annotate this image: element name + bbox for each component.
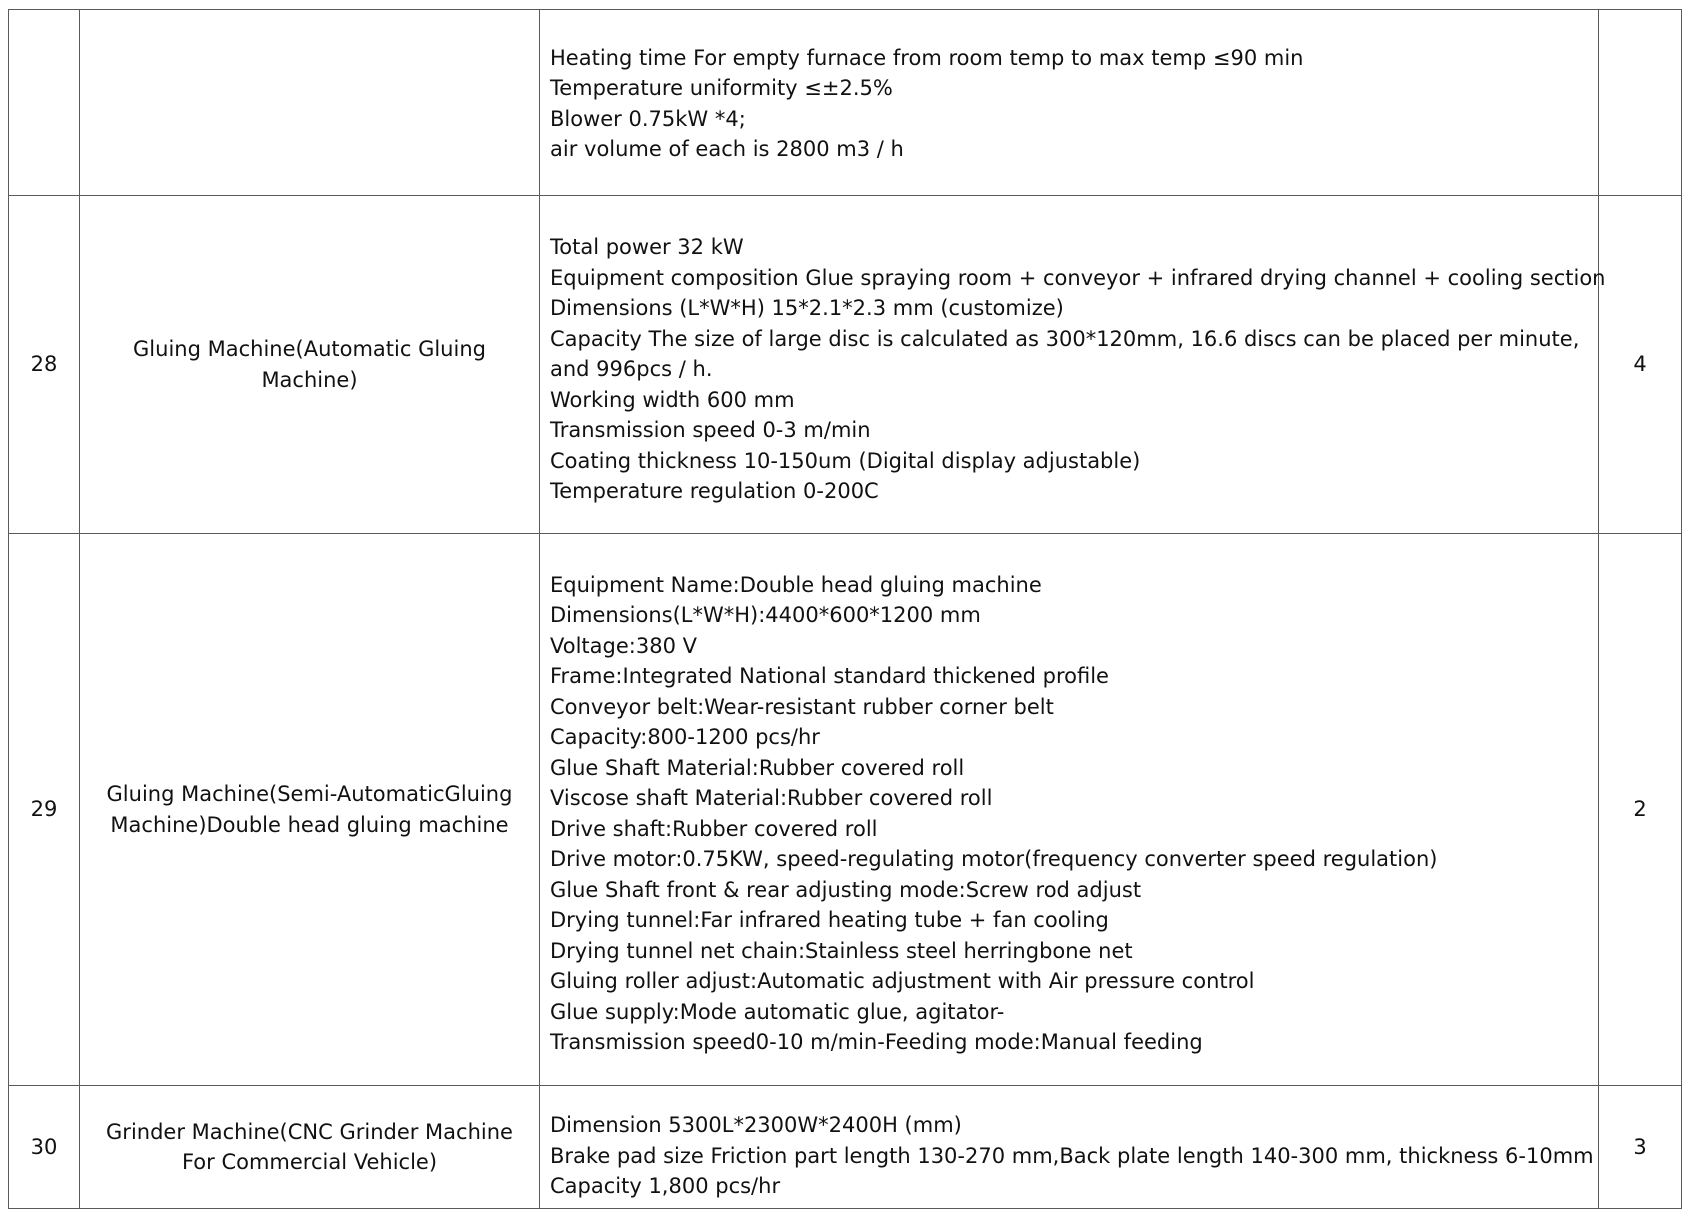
spec-line: Drying tunnel net chain:Stainless steel herringbone net [550,938,1133,963]
spec-line: Working width 600 mm [550,387,795,412]
spec-line: Temperature uniformity ≤±2.5% [550,76,893,100]
spec-line: Transmission speed 0-3 m/min [550,418,871,443]
item-number-cell: 30 [9,1086,80,1209]
spec-line: Dimension 5300L*2300W*2400H (mm) [550,1113,962,1138]
quantity-cell [1599,10,1682,196]
spec-line: air volume of each is 2800 m3 / h [550,137,904,161]
spec-line: Equipment Name:Double head gluing machine [550,572,1042,597]
spec-line: Glue Shaft front & rear adjusting mode:Screw rod adjust [550,877,1142,902]
spec-line: Glue supply:Mode automatic glue, agitator- [550,999,1005,1024]
quantity-cell: 2 [1599,534,1682,1086]
spec-line: Blower 0.75kW *4; [550,106,746,131]
spec-line: Frame:Integrated National standard thickened profile [550,664,1109,688]
spec-line: Voltage:380 V [550,633,697,658]
spec-line: Capacity:800-1200 pcs/hr [550,725,820,749]
spec-line: Total power 32 kW [550,235,744,260]
spec-line: Brake pad size Friction part length 130-270 mm,Back plate length 140-300 mm, thickness 6-10mm [550,1143,1594,1168]
equipment-name-cell: Grinder Machine(CNC Grinder Machine For Commercial Vehicle) [80,1086,540,1209]
spec-line: Gluing roller adjust:Automatic adjustment with Air pressure control [550,969,1255,993]
table-row [9,196,1682,534]
equipment-name-cell: Gluing Machine(Automatic Gluing Machine) [80,196,540,534]
item-number-cell: 28 [9,196,80,534]
spec-line: Heating time For empty furnace from room temp to max temp ≤90 min [550,45,1304,70]
equipment-name-cell: Gluing Machine(Semi-AutomaticGluing Machine)Double head gluing machine [80,534,540,1086]
item-number-cell: 29 [9,534,80,1086]
spec-line: Drive motor:0.75KW, speed-regulating motor(frequency converter speed regulation) [550,847,1438,871]
table-row [9,534,1682,1086]
specification-cell [540,1086,1599,1209]
specification-cell [540,10,1599,196]
spec-line: Dimensions (L*W*H) 15*2.1*2.3 mm (customize) [550,296,1064,321]
spec-line: Viscose shaft Material:Rubber covered roll [550,786,993,810]
spec-line: Conveyor belt:Wear-resistant rubber corner belt [550,694,1054,719]
quantity-cell: 4 [1599,196,1682,534]
equipment-name-cell [80,10,540,196]
quantity-cell: 3 [1599,1086,1682,1209]
table-row [9,1086,1682,1209]
spec-line: Temperature regulation 0-200C [550,479,879,504]
spec-line: Capacity The size of large disc is calculated as 300*120mm, 16.6 discs can be placed per minute, and 996pcs / h. [550,326,1580,382]
spec-line: Coating thickness 10-150um (Digital display adjustable) [550,448,1141,473]
spec-line: Glue Shaft Material:Rubber covered roll [550,755,965,780]
equipment-spec-table [8,9,1682,1209]
spec-line: Dimensions(L*W*H):4400*600*1200 mm [550,603,981,627]
spec-line: Drive shaft:Rubber covered roll [550,816,878,841]
item-number-cell [9,10,80,196]
spec-line: Transmission speed0-10 m/min-Feeding mode:Manual feeding [550,1030,1203,1054]
specification-cell [540,196,1606,534]
spec-line: Capacity 1,800 pcs/hr [550,1174,781,1199]
spec-line: Drying tunnel:Far infrared heating tube + fan cooling [550,908,1109,932]
specification-cell [540,534,1599,1086]
spec-line: Equipment composition Glue spraying room + conveyor + infrared drying channel + cooling section [550,265,1606,290]
table-row [9,10,1682,196]
